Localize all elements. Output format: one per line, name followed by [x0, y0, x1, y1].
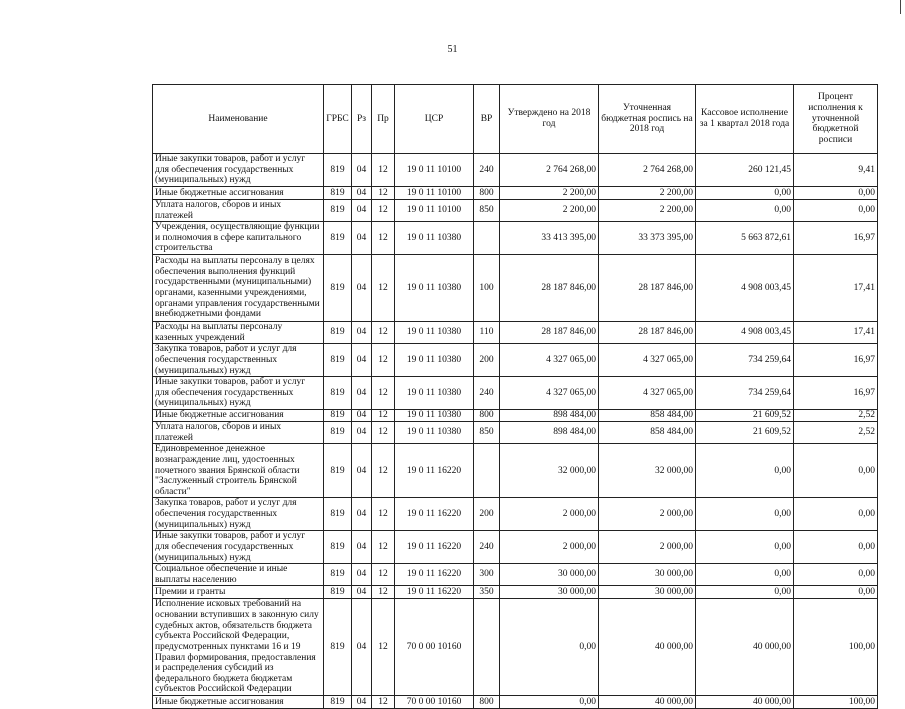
- row-pr: 12: [372, 531, 395, 564]
- row-refined: 32 000,00: [599, 444, 696, 498]
- row-grbs: 819: [324, 531, 352, 564]
- row-pr: 12: [372, 422, 395, 444]
- row-rz: 04: [352, 410, 372, 422]
- row-rz: 04: [352, 322, 372, 344]
- row-percent: 2,52: [794, 422, 878, 444]
- row-pr: 12: [372, 410, 395, 422]
- row-approved: 2 764 268,00: [500, 154, 599, 187]
- header-cash-execution: Кассовое исполнение за 1 квартал 2018 года: [696, 85, 794, 154]
- row-cash: 21 609,52: [696, 422, 794, 444]
- row-vr: 350: [474, 586, 500, 599]
- row-grbs: 819: [324, 186, 352, 199]
- row-grbs: 819: [324, 255, 352, 322]
- table-row: [153, 222, 878, 255]
- row-pr: 12: [372, 322, 395, 344]
- row-csr: 19 0 11 10100: [395, 186, 474, 199]
- row-pr: 12: [372, 377, 395, 410]
- row-cash: 0,00: [696, 199, 794, 221]
- row-csr: 19 0 11 16220: [395, 444, 474, 498]
- row-approved: 898 484,00: [500, 422, 599, 444]
- row-name: Иные бюджетные ассигнования: [153, 186, 324, 199]
- table-row: [153, 564, 878, 586]
- row-rz: 04: [352, 422, 372, 444]
- table-header-row: [153, 85, 878, 154]
- row-grbs: 819: [324, 599, 352, 696]
- row-grbs: 819: [324, 377, 352, 410]
- table-row: [153, 255, 878, 322]
- row-approved: 2 000,00: [500, 498, 599, 531]
- row-csr: 19 0 11 16220: [395, 498, 474, 531]
- row-percent: 2,52: [794, 410, 878, 422]
- row-name: Уплата налогов, сборов и иных платежей: [153, 199, 324, 221]
- row-name: Закупка товаров, работ и услуг для обеспечения государственных (муниципальных) нужд: [153, 498, 324, 531]
- table-row: [153, 377, 878, 410]
- row-cash: 734 259,64: [696, 344, 794, 377]
- row-refined: 28 187 846,00: [599, 255, 696, 322]
- row-approved: 898 484,00: [500, 410, 599, 422]
- row-vr: 300: [474, 564, 500, 586]
- row-pr: 12: [372, 186, 395, 199]
- row-approved: 30 000,00: [500, 564, 599, 586]
- row-refined: 2 200,00: [599, 186, 696, 199]
- row-approved: 2 200,00: [500, 186, 599, 199]
- row-rz: 04: [352, 599, 372, 696]
- row-csr: 19 0 11 10100: [395, 154, 474, 187]
- row-approved: 4 327 065,00: [500, 344, 599, 377]
- table-row: [153, 199, 878, 221]
- row-rz: 04: [352, 154, 372, 187]
- row-approved: 28 187 846,00: [500, 255, 599, 322]
- row-csr: 19 0 11 10380: [395, 377, 474, 410]
- row-refined: 30 000,00: [599, 564, 696, 586]
- row-csr: 70 0 00 10160: [395, 599, 474, 696]
- row-approved: 0,00: [500, 599, 599, 696]
- row-refined: 2 764 268,00: [599, 154, 696, 187]
- row-cash: 5 663 872,61: [696, 222, 794, 255]
- table-row: [153, 344, 878, 377]
- row-name: Расходы на выплаты персоналу казенных учреждений: [153, 322, 324, 344]
- row-grbs: 819: [324, 154, 352, 187]
- table-row: [153, 422, 878, 444]
- row-name: Иные закупки товаров, работ и услуг для обеспечения государственных (муниципальных) нужд: [153, 377, 324, 410]
- row-csr: 19 0 11 10380: [395, 255, 474, 322]
- row-pr: 12: [372, 498, 395, 531]
- row-grbs: 819: [324, 344, 352, 377]
- row-grbs: 819: [324, 444, 352, 498]
- row-percent: 16,97: [794, 222, 878, 255]
- row-percent: 100,00: [794, 599, 878, 696]
- row-rz: 04: [352, 531, 372, 564]
- row-vr: 200: [474, 344, 500, 377]
- row-grbs: 819: [324, 322, 352, 344]
- row-csr: 19 0 11 10380: [395, 222, 474, 255]
- row-pr: 12: [372, 564, 395, 586]
- row-pr: 12: [372, 154, 395, 187]
- row-vr: 800: [474, 410, 500, 422]
- row-grbs: 819: [324, 422, 352, 444]
- row-percent: 16,97: [794, 377, 878, 410]
- row-rz: 04: [352, 564, 372, 586]
- row-cash: 40 000,00: [696, 696, 794, 709]
- row-approved: 2 200,00: [500, 199, 599, 221]
- table-row: [153, 696, 878, 709]
- row-grbs: 819: [324, 564, 352, 586]
- table-row: [153, 586, 878, 599]
- header-percent: Процент исполнения к уточненной бюджетной росписи: [794, 85, 878, 154]
- header-rz: Рз: [352, 85, 372, 154]
- row-pr: 12: [372, 696, 395, 709]
- row-refined: 33 373 395,00: [599, 222, 696, 255]
- row-csr: 70 0 00 10160: [395, 696, 474, 709]
- row-approved: 0,00: [500, 696, 599, 709]
- row-name: Иные бюджетные ассигнования: [153, 696, 324, 709]
- row-pr: 12: [372, 444, 395, 498]
- row-csr: 19 0 11 16220: [395, 564, 474, 586]
- row-rz: 04: [352, 444, 372, 498]
- row-name: Иные бюджетные ассигнования: [153, 410, 324, 422]
- row-rz: 04: [352, 498, 372, 531]
- row-cash: 260 121,45: [696, 154, 794, 187]
- row-rz: 04: [352, 199, 372, 221]
- row-refined: 40 000,00: [599, 696, 696, 709]
- row-refined: 2 000,00: [599, 498, 696, 531]
- row-percent: 16,97: [794, 344, 878, 377]
- row-name: Иные закупки товаров, работ и услуг для обеспечения государственных (муниципальных) нужд: [153, 154, 324, 187]
- row-approved: 32 000,00: [500, 444, 599, 498]
- row-cash: 0,00: [696, 186, 794, 199]
- row-cash: 0,00: [696, 498, 794, 531]
- row-refined: 40 000,00: [599, 599, 696, 696]
- row-grbs: 819: [324, 199, 352, 221]
- row-vr: 240: [474, 154, 500, 187]
- row-grbs: 819: [324, 410, 352, 422]
- row-cash: 21 609,52: [696, 410, 794, 422]
- row-name: Закупка товаров, работ и услуг для обеспечения государственных (муниципальных) нужд: [153, 344, 324, 377]
- row-pr: 12: [372, 344, 395, 377]
- header-pr: Пр: [372, 85, 395, 154]
- row-vr: 800: [474, 186, 500, 199]
- header-approved: Утверждено на 2018 год: [500, 85, 599, 154]
- row-rz: 04: [352, 344, 372, 377]
- row-vr: 200: [474, 498, 500, 531]
- table-row: [153, 154, 878, 187]
- header-grbs: ГРБС: [324, 85, 352, 154]
- row-cash: 0,00: [696, 586, 794, 599]
- row-cash: 0,00: [696, 531, 794, 564]
- row-refined: 30 000,00: [599, 586, 696, 599]
- row-vr: 850: [474, 422, 500, 444]
- row-csr: 19 0 11 10380: [395, 322, 474, 344]
- row-vr: [474, 222, 500, 255]
- row-cash: 4 908 003,45: [696, 322, 794, 344]
- row-approved: 28 187 846,00: [500, 322, 599, 344]
- row-percent: 0,00: [794, 444, 878, 498]
- row-name: Социальное обеспечение и иные выплаты населению: [153, 564, 324, 586]
- row-refined: 858 484,00: [599, 410, 696, 422]
- header-vr: ВР: [474, 85, 500, 154]
- row-vr: 110: [474, 322, 500, 344]
- row-pr: 12: [372, 222, 395, 255]
- row-name: Уплата налогов, сборов и иных платежей: [153, 422, 324, 444]
- row-rz: 04: [352, 377, 372, 410]
- row-percent: 17,41: [794, 255, 878, 322]
- row-csr: 19 0 11 10380: [395, 344, 474, 377]
- row-grbs: 819: [324, 222, 352, 255]
- row-pr: 12: [372, 199, 395, 221]
- row-percent: 0,00: [794, 586, 878, 599]
- row-percent: 0,00: [794, 531, 878, 564]
- row-csr: 19 0 11 16220: [395, 531, 474, 564]
- table-row: [153, 444, 878, 498]
- row-refined: 28 187 846,00: [599, 322, 696, 344]
- row-refined: 2 200,00: [599, 199, 696, 221]
- row-cash: 0,00: [696, 564, 794, 586]
- table-row: [153, 322, 878, 344]
- table-row: [153, 410, 878, 422]
- row-csr: 19 0 11 10380: [395, 422, 474, 444]
- table-row: [153, 186, 878, 199]
- table-row: [153, 531, 878, 564]
- row-approved: 2 000,00: [500, 531, 599, 564]
- row-percent: 0,00: [794, 199, 878, 221]
- row-rz: 04: [352, 222, 372, 255]
- row-percent: 0,00: [794, 564, 878, 586]
- row-approved: 4 327 065,00: [500, 377, 599, 410]
- row-cash: 40 000,00: [696, 599, 794, 696]
- row-name: Иные закупки товаров, работ и услуг для обеспечения государственных (муниципальных) нужд: [153, 531, 324, 564]
- row-name: Исполнение исковых требований на основании вступивших в законную силу судебных актов, обязательств бюджета субъекта Российской Федерации, предусмотренных пунктами 16 и 19 Правил формирования, предоставления и распределения субсидий из федерального бюджета бюджетам субъектов Российской Федерации: [153, 599, 324, 696]
- row-pr: 12: [372, 599, 395, 696]
- row-csr: 19 0 11 16220: [395, 586, 474, 599]
- budget-execution-table: [152, 84, 878, 709]
- row-percent: 9,41: [794, 154, 878, 187]
- row-approved: 33 413 395,00: [500, 222, 599, 255]
- header-name: Наименование: [153, 85, 324, 154]
- row-vr: 240: [474, 377, 500, 410]
- row-vr: 800: [474, 696, 500, 709]
- header-refined: Уточненная бюджетная роспись на 2018 год: [599, 85, 696, 154]
- row-vr: 100: [474, 255, 500, 322]
- page-number: 51: [447, 44, 458, 55]
- row-rz: 04: [352, 255, 372, 322]
- row-grbs: 819: [324, 498, 352, 531]
- row-rz: 04: [352, 186, 372, 199]
- row-csr: 19 0 11 10380: [395, 410, 474, 422]
- row-percent: 0,00: [794, 498, 878, 531]
- row-name: Единовременное денежное вознаграждение лиц, удостоенных почетного звания Брянской области "Заслуженный строитель Брянской области": [153, 444, 324, 498]
- row-grbs: 819: [324, 696, 352, 709]
- table-row: [153, 498, 878, 531]
- row-cash: 734 259,64: [696, 377, 794, 410]
- row-rz: 04: [352, 696, 372, 709]
- row-grbs: 819: [324, 586, 352, 599]
- row-percent: 100,00: [794, 696, 878, 709]
- row-vr: 240: [474, 531, 500, 564]
- table-row: [153, 599, 878, 696]
- row-pr: 12: [372, 586, 395, 599]
- row-vr: [474, 444, 500, 498]
- row-vr: 850: [474, 199, 500, 221]
- row-approved: 30 000,00: [500, 586, 599, 599]
- row-refined: 4 327 065,00: [599, 377, 696, 410]
- scan-edge-mark: [900, 0, 901, 14]
- row-pr: 12: [372, 255, 395, 322]
- row-refined: 4 327 065,00: [599, 344, 696, 377]
- row-rz: 04: [352, 586, 372, 599]
- row-refined: 858 484,00: [599, 422, 696, 444]
- row-cash: 0,00: [696, 444, 794, 498]
- row-percent: 17,41: [794, 322, 878, 344]
- row-percent: 0,00: [794, 186, 878, 199]
- row-name: Учреждения, осуществляющие функции и полномочия в сфере капитального строительства: [153, 222, 324, 255]
- row-name: Премии и гранты: [153, 586, 324, 599]
- row-csr: 19 0 11 10100: [395, 199, 474, 221]
- row-name: Расходы на выплаты персоналу в целях обеспечения выполнения функций государственными (муниципальными) органами, казенными учреждениями, органами управления государственными внебюджетными фондами: [153, 255, 324, 322]
- row-vr: [474, 599, 500, 696]
- row-refined: 2 000,00: [599, 531, 696, 564]
- header-csr: ЦСР: [395, 85, 474, 154]
- row-cash: 4 908 003,45: [696, 255, 794, 322]
